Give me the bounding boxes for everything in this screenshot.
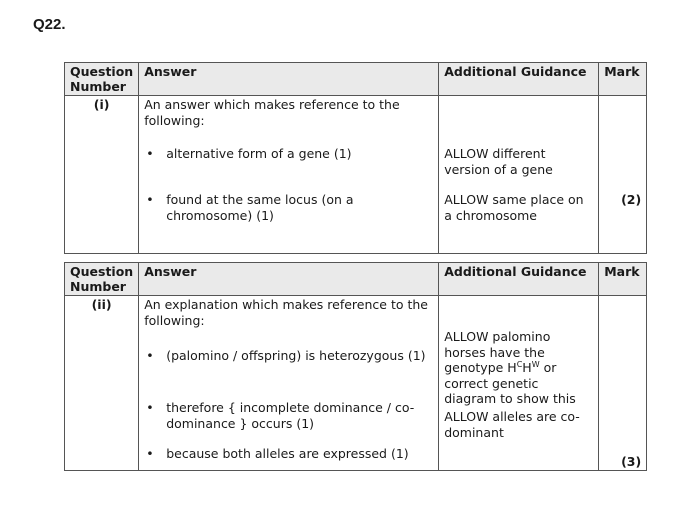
bullet-icon: • (146, 446, 154, 461)
bullet-text: alternative form of a gene (1) (166, 146, 352, 161)
answer-bullet (144, 400, 433, 446)
bullet-text: therefore { incomplete dominance / co-dominance } occurs (1) (166, 400, 415, 431)
header-guidance: Additional Guidance (439, 63, 599, 96)
allele-superscript: W (531, 359, 540, 369)
guidance-text: ALLOW different version of a gene (444, 146, 553, 177)
header-question-number: Question Number (65, 263, 139, 296)
guidance-text-mid: H (522, 360, 532, 375)
part-number: (i) (65, 96, 139, 254)
bullet-text: (palomino / offspring) is heterozygous (1) (166, 348, 426, 363)
answer-bullet (144, 146, 433, 192)
header-guidance: Additional Guidance (439, 263, 599, 296)
mark-scheme-table-part-i (64, 62, 647, 254)
guidance-cell (439, 96, 599, 254)
answer-bullet (144, 446, 433, 462)
header-answer: Answer (139, 63, 439, 96)
guidance-text: ALLOW same place on a chromosome (444, 192, 584, 223)
bullet-text: because both alleles are expressed (1) (166, 446, 409, 461)
guidance-text-prefix: ALLOW palomino horses have the genotype H (444, 329, 551, 375)
answer-bullet (144, 192, 433, 223)
header-question-number: Question Number (65, 63, 139, 96)
question-label: Q22. (33, 16, 66, 33)
header-row (65, 263, 647, 296)
answer-row (65, 296, 647, 471)
guidance-cell (439, 296, 599, 471)
header-answer: Answer (139, 263, 439, 296)
answer-cell (139, 296, 439, 471)
answer-cell (139, 96, 439, 254)
answer-intro: An answer which makes reference to the following: (144, 97, 400, 128)
guidance-text (444, 329, 593, 409)
guidance-text-suffix: or correct genetic diagram to show this (444, 360, 576, 406)
bullet-icon: • (146, 146, 154, 161)
bullet-text: found at the same locus (on a chromosome) (1) (166, 192, 354, 223)
mark-cell (599, 96, 647, 254)
answer-row (65, 96, 647, 254)
allele-superscript: C (516, 359, 523, 369)
answer-intro: An explanation which makes reference to the following: (144, 297, 428, 328)
bullet-icon: • (146, 348, 154, 363)
answer-bullet (144, 338, 433, 400)
mark-value: (3) (621, 453, 642, 469)
mark-scheme-table-part-ii (64, 262, 647, 471)
header-mark: Mark (599, 263, 647, 296)
mark-cell (599, 296, 647, 471)
header-mark: Mark (599, 63, 647, 96)
header-row (65, 63, 647, 96)
mark-value: (2) (621, 192, 642, 207)
bullet-icon: • (146, 192, 154, 207)
guidance-text: ALLOW alleles are co-dominant (444, 409, 580, 440)
part-number: (ii) (65, 296, 139, 471)
bullet-icon: • (146, 400, 154, 415)
